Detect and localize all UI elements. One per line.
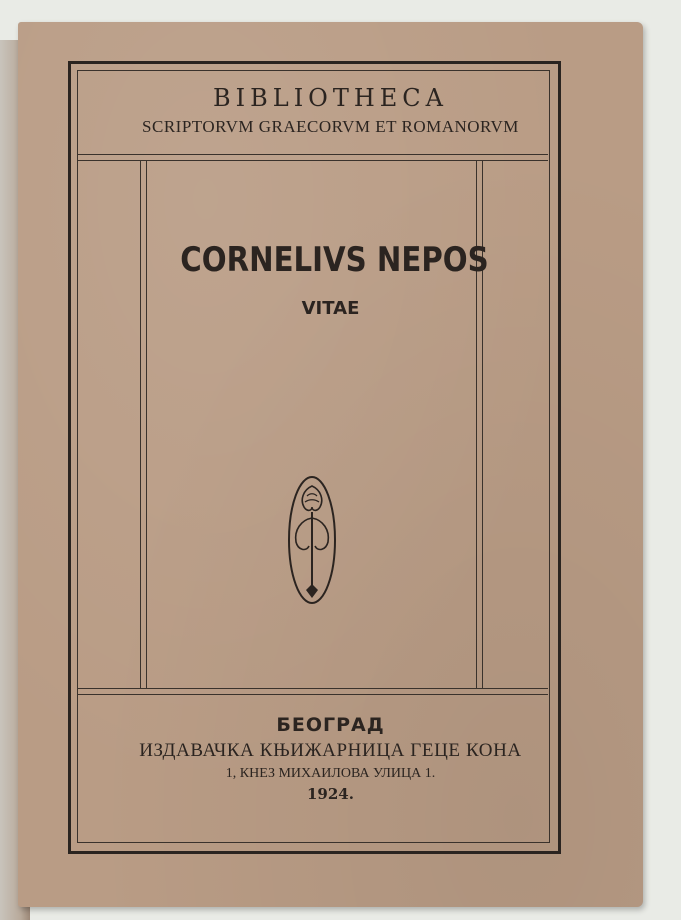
footer-divider-rule-2 [78,694,548,695]
book-cover [18,22,643,907]
publisher-address: 1, КНЕЗ МИХАИЛОВА УЛИЦА 1. [225,766,436,781]
header-divider-rule [78,154,548,155]
author-title: CORNELIVS NEPOS [180,240,489,280]
floral-ornament-icon [286,474,338,606]
publisher-name: ИЗДАВАЧКА КЊИЖАРНИЦА ГЕЦЕ КОНА [139,740,522,761]
publication-city: БЕОГРАД [276,714,385,736]
work-title: VITAE [301,298,360,319]
header-divider-rule-2 [78,160,548,161]
series-subtitle: SCRIPTORVM GRAECORVM ET ROMANORVM [142,117,519,136]
series-title: BIBLIOTHECA [213,84,448,112]
footer-divider-rule [78,688,548,689]
publication-year: 1924. [307,785,354,803]
